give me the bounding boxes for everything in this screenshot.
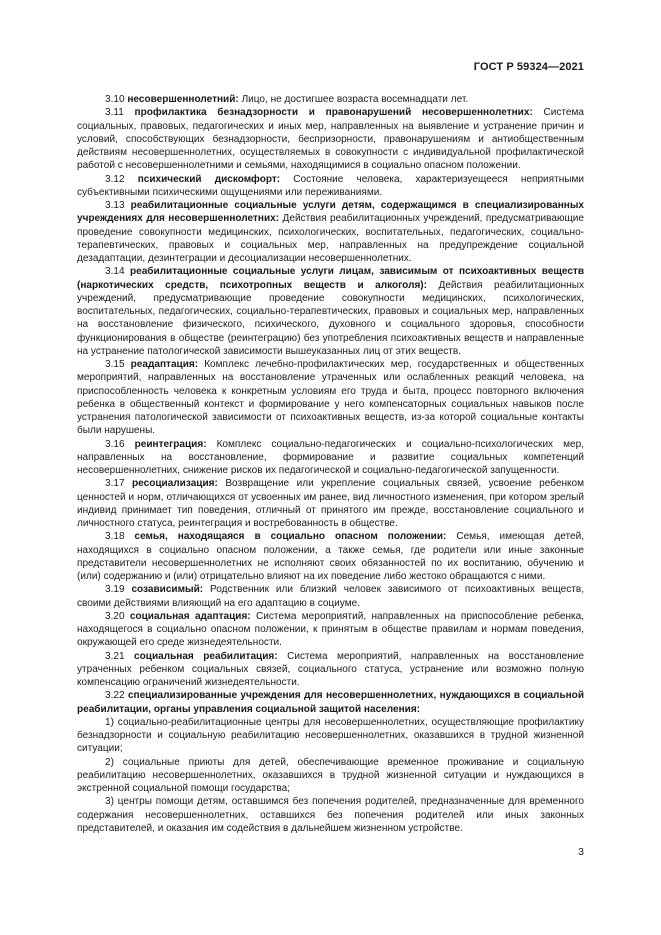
defined-term: реабилитационные социальные услуги детям, содержащимся в специализированных учреждениях для несовершеннолетних: — [77, 200, 584, 225]
definition-text: 1) социально-реабилитационные центры для несовершеннолетних, осуществляющие профилактику безнадзорности и социальную реабилитацию несовершеннолетних, оказавшихся в трудной жизненной ситуации; — [77, 716, 584, 755]
clause-number: 3.22 — [105, 690, 125, 702]
definition-text: Система мероприятий, направленных на восстановление утраченных ребенком социальных связей, социального статуса, устранение или возможно полную компенсацию ограничений жизнедеятельности. — [77, 650, 584, 688]
clause-number: 3.13 — [105, 200, 125, 211]
paragraph — [77, 530, 584, 583]
clause-number: 3.19 — [105, 584, 125, 596]
clause-number: 3.17 — [105, 478, 125, 490]
paragraph — [77, 689, 584, 716]
paragraph — [77, 756, 584, 796]
paragraph — [77, 477, 584, 530]
clause-number: 3.15 — [105, 359, 125, 370]
defined-term: психический дискомфорт: — [137, 173, 281, 185]
document-body — [77, 93, 584, 835]
paragraph — [77, 93, 584, 106]
definition-text: Возвращение или укрепление социальных связей, усвоение ребенком ценностей и норм, отличающихся от усвоенных им ранее, вид личностного изменения, при котором зрелый индивид принимает тип поведения, отличный от принятого им прежде, восстановление социального и личностного статуса, реинтеграция и востребованность в обществе. — [77, 478, 584, 529]
clause-number: 3.18 — [105, 531, 125, 543]
paragraph — [77, 583, 584, 610]
clause-number: 3.10 — [105, 94, 125, 105]
definition-text: Комплекс лечебно-профилактических мер, государственных и общественных мероприятий, направленных на восстановление утраченных или ослабленных реакций человека, на приспособленность человека к конкретным условиям его труда и быта, процесс повторного включения ребенка в общественный контекст и формирование у него компенсаторных социальных навыков после устранения патологической зависимости от психоактивных веществ, из-за которой социальные контакты были нарушены. — [77, 359, 584, 437]
defined-term: социальная реабилитация: — [134, 650, 278, 662]
clause-number: 3.20 — [105, 610, 125, 622]
paragraph — [77, 438, 584, 478]
paragraph — [77, 173, 584, 200]
definition-text: Состояние человека, характеризуещееся неприятными субъективными психическими ощущениями или переживаниями. — [77, 173, 584, 198]
document-id: ГОСТ Р 59324—2021 — [473, 61, 584, 73]
page-number: 3 — [578, 846, 584, 858]
paragraph — [77, 358, 584, 438]
clause-number: 3.14 — [105, 266, 125, 278]
definition-text: Система социальных, правовых, педагогических и иных мер, направленных на выявление и устранение причин и условий, способствующих безнадзорности, беспризорности, правонарушениям и антиобщественным действиям несовершеннолетних, осуществляемых в совокупности с индивидуальной профилактической работой с несовершеннолетними и семьями, находящимися в социально опасном положении. — [77, 107, 584, 172]
clause-number: 3.16 — [105, 438, 125, 450]
definition-text: Действия реабилитационных учреждений, предусматривающие проведение совокупности медицинских, психологических, воспитательных, педагогических, социально-терапевтических, правовых и социальных мер, направленных на восстановление физического, психического, духовного и социального здоровья, способности функционирования в обществе (реинтеграцию) без употребления психоактивных веществ и направленные на устранение патологической зависимости вышеуказанных лиц от этих веществ. — [77, 279, 584, 357]
definition-text: Комплекс социально-педагогических и социально-психологических мер, направленных на восстановление, формирование и развитие социальных компетенций несовершеннолетних, снижение рисков их педагогической и социально-педагогической запущенности. — [77, 438, 584, 476]
defined-term: созависимый: — [131, 584, 204, 596]
paragraph — [77, 610, 584, 650]
paragraph — [77, 795, 584, 835]
definition-text: Родственник или близкий человек зависимого от психоактивных веществ, своими действиями влияющий на его адаптацию в социуме. — [77, 584, 585, 609]
defined-term: реинтеграция: — [134, 438, 207, 450]
defined-term: профилактика безнадзорности и правонарушений несовершеннолетних: — [134, 107, 533, 119]
clause-number: 3.11 — [105, 107, 124, 119]
defined-term: социальная адаптация: — [129, 610, 251, 622]
clause-number: 3.21 — [105, 650, 125, 662]
definition-text: Система мероприятий, направленных на приспособление ребенка, находящегося в социально опасном положении, к принятым в обществе правилам и нормам поведения, окружающей его среде жизнедеятельности. — [77, 610, 584, 649]
paragraph — [77, 199, 584, 265]
defined-term: реадаптация: — [130, 359, 199, 370]
clause-number: 3.12 — [105, 173, 125, 185]
paragraph — [77, 650, 584, 690]
definition-text: Лицо, не достигшее возраста восемнадцати лет. — [241, 94, 469, 105]
definition-text: Семья, имеющая детей, находящихся в социально опасном положении, а также семья, где родители или иные законные представители несовершеннолетних не исполняют своих обязанностей по их воспитанию, обучению и (или) содержанию и (или) отрицательно влияют на их поведение либо жестоко обращаются с ними. — [77, 531, 584, 582]
paragraph — [77, 265, 584, 358]
defined-term: семья, находящаяся в социально опасном положении: — [134, 531, 447, 543]
paragraph — [77, 106, 584, 172]
defined-term: несовершеннолетний: — [127, 94, 239, 105]
paragraph — [77, 716, 584, 756]
defined-term: ресоциализация: — [132, 478, 218, 490]
definition-text: 2) социальные приюты для детей, обеспечивающие временное проживание и социальную реабилитацию несовершеннолетних, оказавшихся в трудной жизненной ситуации и нуждающихся в экстренной социальной помощи государства; — [77, 756, 584, 794]
defined-term: реабилитационные социальные услуги лицам, зависимым от психоактивных веществ (наркотических средств, психотропных веществ и алкоголя): — [77, 266, 585, 291]
definition-text: Действия реабилитационных учреждений, предусматривающие проведение совокупности медицинских, психологических, воспитательных, педагогических, социально-терапевтических, правовых и социальных мер, направленных на предупреждение социальной дезадаптации, дезинтеграции и десоциализации несовершеннолетних. — [77, 213, 584, 264]
defined-term: специализированные учреждения для несовершеннолетних, нуждающихся в социальной реабилитации, органы управления социальной защитой населения: — [77, 690, 584, 715]
definition-text: 3) центры помощи детям, оставшимся без попечения родителей, предназначенные для временного содержания несовершеннолетних, оставшихся без попечения родителей или иных законных представителей, и оказания им содействия в дальнейшем жизненном устройстве. — [77, 796, 584, 834]
